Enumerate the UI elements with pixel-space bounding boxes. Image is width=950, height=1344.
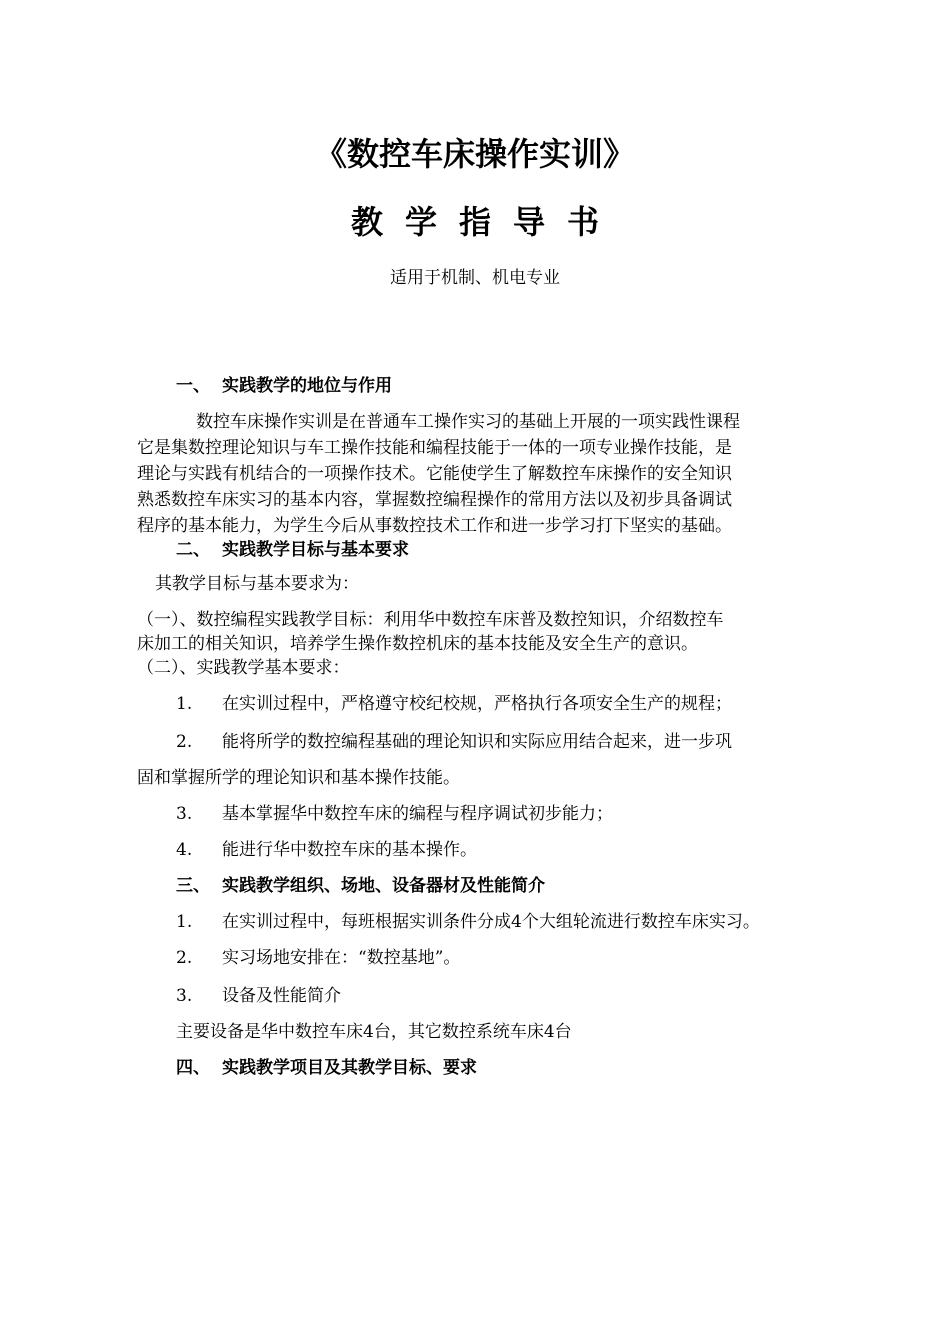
section-heading-2 (176, 538, 409, 562)
requirement-item (176, 692, 732, 716)
item-text: 能进行华中数控车床的基本操作。 (222, 840, 477, 860)
goal-2: （二）、实践教学基本要求： (137, 658, 350, 678)
item-text: 在实训过程中，每班根据实训条件分成4个大组轮流进行数控车床实习。 (222, 912, 760, 932)
section-title: 实践教学目标与基本要求 (222, 540, 409, 560)
item-number: 4. (176, 840, 193, 860)
goals-intro: 其教学目标与基本要求为： (155, 574, 359, 594)
item-number: 3. (176, 986, 193, 1006)
org-item (176, 910, 760, 934)
section-number: 一、 (176, 376, 210, 396)
item-text: 基本掌握华中数控车床的编程与程序调试初步能力； (222, 804, 613, 824)
org-item (176, 946, 460, 970)
paragraph-line: 数控车床操作实训是在普通车工操作实习的基础上开展的一项实践性课程 (196, 412, 740, 432)
item-number: 2. (176, 732, 193, 752)
section-number: 二、 (176, 540, 210, 560)
applicability-note: 适用于机制、机电专业 (390, 268, 560, 288)
item-text: 实习场地安排在：“数控基地”。 (222, 948, 461, 968)
item-number: 1. (176, 912, 193, 932)
paragraph-line: 它是集数控理论知识与车工操作技能和编程技能于一体的一项专业操作技能，是 (137, 438, 732, 458)
paragraph-line: 程序的基本能力，为学生今后从事数控技术工作和进一步学习打下坚实的基础。 (137, 516, 732, 536)
section-number: 三、 (176, 876, 210, 896)
section-title: 实践教学项目及其教学目标、要求 (222, 1058, 477, 1078)
requirement-item (176, 838, 477, 862)
item-text: 能将所学的数控编程基础的理论知识和实际应用结合起来，进一步巩 (222, 732, 732, 752)
equipment-note: 主要设备是华中数控车床4台，其它数控系统车床4台 (176, 1022, 572, 1042)
section-heading-1 (176, 374, 392, 398)
section-heading-3 (176, 874, 545, 898)
section-heading-4 (176, 1056, 477, 1080)
goal-1-line: （一）、数控编程实践教学目标：利用华中数控车床普及数控知识，介绍数控车 (137, 610, 724, 630)
requirement-item (176, 802, 613, 826)
section-number: 四、 (176, 1058, 210, 1078)
section-title: 实践教学组织、场地、设备器材及性能简介 (222, 876, 545, 896)
org-item (176, 984, 341, 1008)
requirement-item (176, 730, 732, 754)
item-number: 1. (176, 694, 193, 714)
item-text: 在实训过程中，严格遵守校纪校规，严格执行各项安全生产的规程； (222, 694, 732, 714)
section-title: 实践教学的地位与作用 (222, 376, 392, 396)
paragraph-line: 熟悉数控车床实习的基本内容，掌握数控编程操作的常用方法以及初步具备调试 (137, 490, 732, 510)
item-number: 2. (176, 948, 193, 968)
item-number: 3. (176, 804, 193, 824)
item-text: 设备及性能简介 (222, 986, 341, 1006)
document-title: 《数控车床操作实训》 (314, 135, 635, 173)
paragraph-line: 理论与实践有机结合的一项操作技术。它能使学生了解数控车床操作的安全知识 (137, 464, 732, 484)
goal-1-line: 床加工的相关知识，培养学生操作数控机床的基本技能及安全生产的意识。 (137, 634, 698, 654)
requirement-continuation: 固和掌握所学的理论知识和基本操作技能。 (137, 768, 460, 788)
document-subtitle: 教学指导书 (350, 203, 621, 241)
